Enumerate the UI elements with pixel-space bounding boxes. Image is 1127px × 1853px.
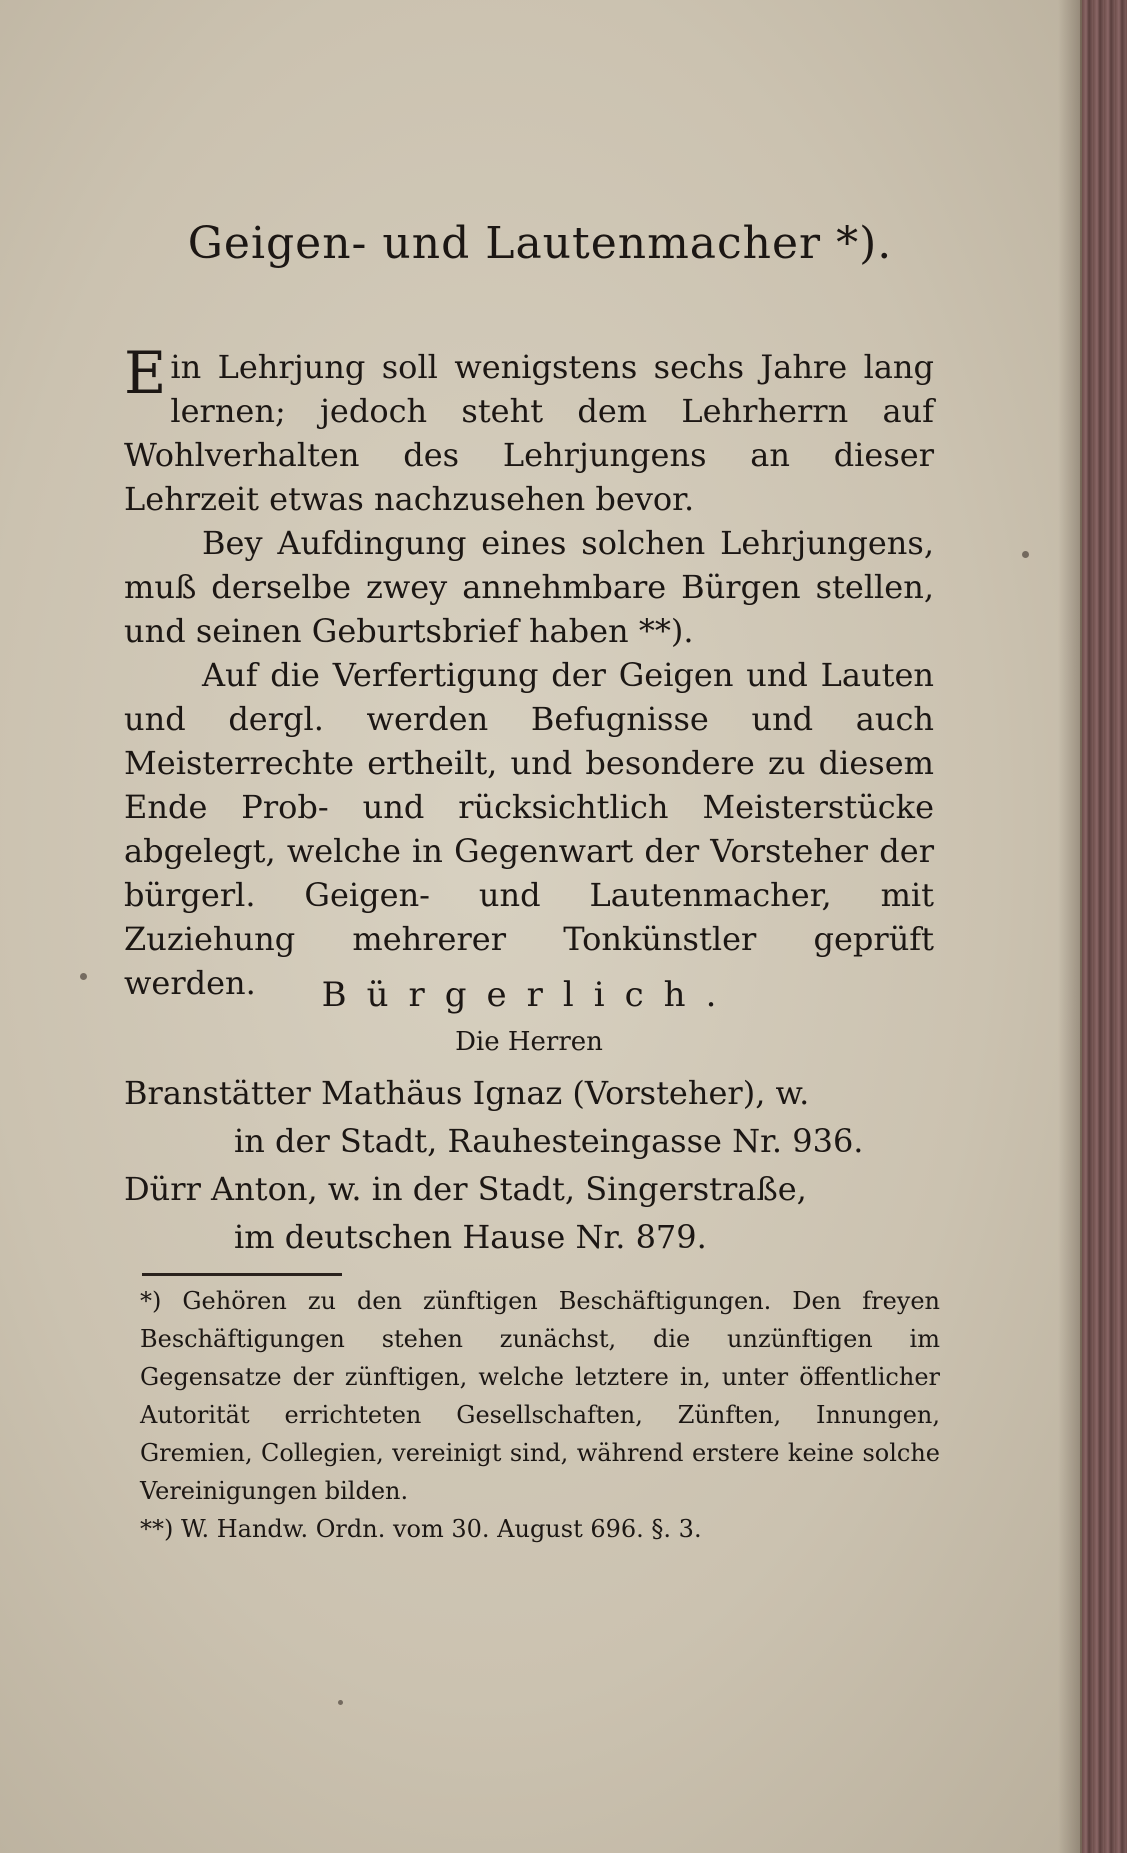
paragraph-2: Bey Aufdingung eines solchen Lehrjungens, muß derselbe zwey annehmbare Bürgen stellen, und seinen Geburtsbrief haben **). [124,524,934,650]
ink-spot [338,1700,343,1705]
list-item [124,1165,934,1261]
footnotes [140,1282,940,1548]
section-subheading: Die Herren [455,1027,603,1057]
member-list [124,975,934,1261]
entry-name-line: Branstätter Mathäus Ignaz (Vorsteher), w. [124,1074,810,1112]
paragraph-1 [124,339,934,521]
drop-cap: E [124,339,167,407]
ink-spot [80,973,87,980]
main-text [124,339,934,1005]
entry-name-line: Dürr Anton, w. in der Stadt, Singerstraße, [124,1170,807,1208]
footnote-divider [142,1273,342,1276]
entry-address-line: im deutschen Hause Nr. 879. [234,1218,707,1256]
entry-address-line: in der Stadt, Rauhesteingasse Nr. 936. [234,1122,864,1160]
page-title: Geigen- und Lautenmacher *). [187,218,893,269]
footnote-1: *) Gehören zu den zünftigen Beschäftigungen. Den freyen Beschäftigungen stehen zunächst, die unzünftigen im Gegensatze der zünftigen, welche letztere in, unter öffentlicher Autorität errichteten Gesellschaften, Zünften, Innungen, Gremien, Collegien, vereinigt sind, während erstere keine solche Vereinigungen bilden. [140,1287,940,1505]
list-item [124,1069,934,1165]
footnote-2: **) W. Handw. Ordn. vom 30. August 696. §. 3. [140,1515,702,1543]
page-gutter-shadow [1058,0,1082,1853]
section-heading: Bürgerlich. [321,975,737,1015]
paragraph-3: Auf die Verfertigung der Geigen und Lauten und dergl. werden Befugnisse und auch Meisterrechte ertheilt, und besondere zu diesem Ende Prob- und rücksichtlich Meisterstücke abgelegt, welche in Gegenwart der Vorsteher der bürgerl. Geigen- und Lautenmacher, mit Zuziehung mehrerer Tonkünstler geprüft werden. [124,656,934,1002]
paragraph-1-text: in Lehrjung soll wenigstens sechs Jahre lang lernen; jedoch steht dem Lehrherrn auf Wohlverhalten des Lehrjungens an dieser Lehrzeit etwas nachzusehen bevor. [124,348,934,518]
ink-spot [1022,551,1029,558]
book-binding-edge [1082,0,1127,1853]
